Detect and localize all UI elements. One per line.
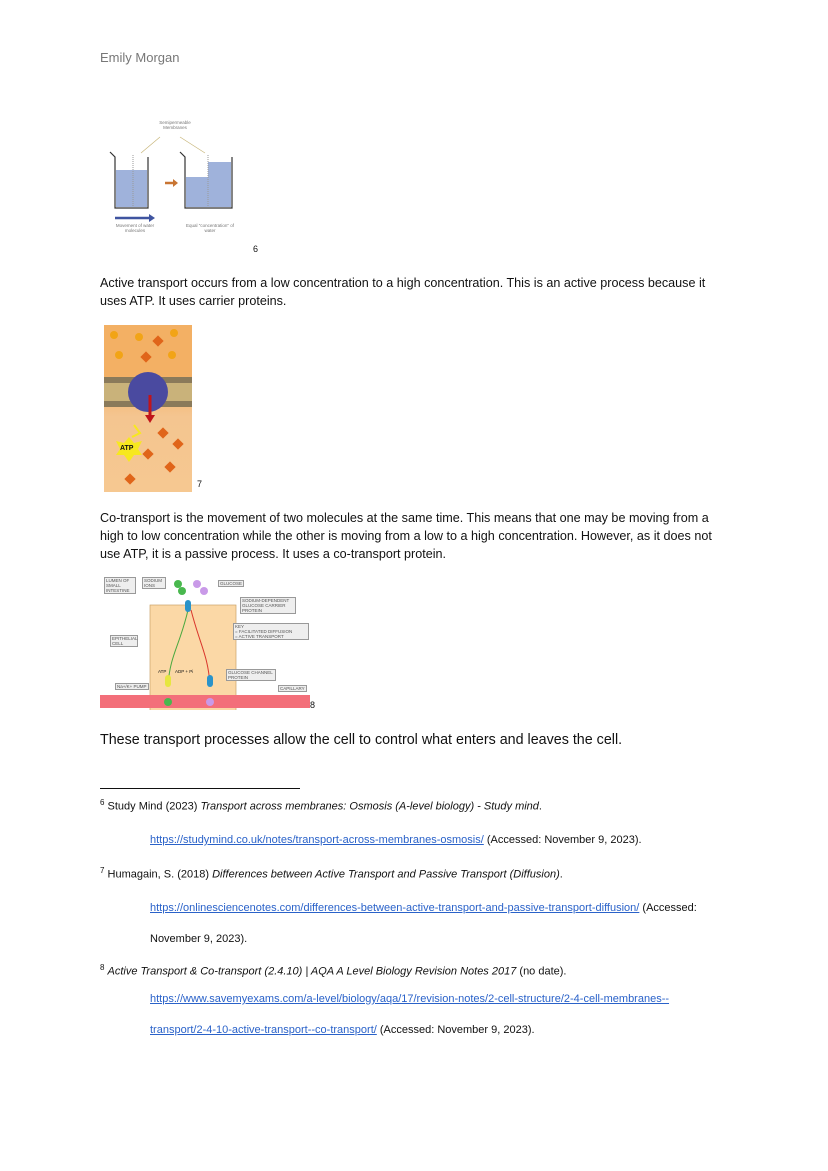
paragraph-co-transport: Co-transport is the movement of two molecules at the same time. This means that one may be moving from a high to low concentration while the other is moving from a low to a high concentration. However, as it does not use ATP, it is a passive process. It uses a co-transport protein.	[100, 511, 712, 561]
label-epithelial: EPITHELIAL CELL	[112, 636, 138, 646]
footnote-7-link-line	[150, 902, 697, 914]
label-pump: Na+/K+ PUMP	[117, 684, 147, 689]
paragraph-conclusion: These transport processes allow the cell to control what enters and leaves the cell.	[100, 732, 623, 748]
paragraph-active-transport: Active transport occurs from a low concentration to a high concentration. This is an active process because it uses ATP. It uses carrier proteins.	[100, 276, 706, 308]
footnote-8-link-line-2	[150, 1024, 535, 1036]
footnote-title: Differences between Active Transport and Passive Transport (Diffusion)	[212, 868, 560, 881]
figure-ref-6: 6	[253, 244, 259, 254]
figure-ref-7: 7	[197, 479, 203, 489]
footnote-post: .	[559, 868, 563, 881]
footnote-6-link[interactable]: https://studymind.co.uk/notes/transport-across-membranes-osmosis/	[150, 834, 484, 846]
footnote-7-accessed-date: November 9, 2023).	[150, 933, 248, 945]
label-atp: ATP	[158, 669, 167, 674]
header-author: Emily Morgan	[100, 50, 180, 65]
footnote-6-link-line	[150, 834, 642, 846]
label-lumen: LUMEN OF SMALL INTESTINE	[104, 577, 136, 594]
footnote-post: .	[538, 800, 542, 813]
label-equal: Equal "concentration" of water	[186, 223, 234, 233]
label-channel: GLUCOSE CHANNEL PROTEIN	[226, 669, 276, 681]
label-sodium: SODIUM IONS	[142, 577, 166, 589]
footnote-title: Transport across membranes: Osmosis (A-level biology) - Study mind	[200, 800, 539, 813]
active-transport-diagram	[104, 325, 192, 492]
label-adp: ADP + Pi	[175, 669, 194, 674]
key-facilitated: = FACILITATED DIFFUSION	[235, 629, 293, 634]
footnote-accessed: (Accessed:	[642, 902, 697, 914]
footnote-8-link-line	[150, 993, 669, 1005]
footnote-author: Study Mind (2023)	[107, 800, 201, 813]
footnote-title: Active Transport & Co-transport (2.4.10) | AQA A Level Biology Revision Notes 2017	[107, 965, 517, 978]
footnote-accessed: (Accessed: November 9, 2023).	[486, 834, 642, 846]
label-movement: Movement of water molecules	[115, 223, 155, 233]
active-transport-figure	[104, 325, 192, 492]
co-transport-figure	[100, 575, 310, 710]
footnote-author: Humagain, S. (2018)	[107, 868, 213, 881]
footnote-7-link[interactable]: https://onlinesciencenotes.com/differences-between-active-transport-and-passive-transport-diffusion/	[150, 902, 640, 914]
key-title: KEY	[235, 624, 245, 629]
label-capillary: CAPILLARY	[280, 686, 305, 691]
footnote-6	[100, 798, 542, 813]
atp-label: ATP	[120, 445, 134, 452]
figure-ref-8: 8	[310, 700, 316, 710]
label-glucose: GLUCOSE	[220, 581, 243, 586]
footnote-8	[100, 963, 566, 978]
footnote-8-link[interactable]: https://www.savemyexams.com/a-level/biology/aqa/17/revision-notes/2-cell-structure/2-4-cell-membranes--	[150, 993, 670, 1005]
footnote-accessed: (Accessed: November 9, 2023).	[379, 1024, 535, 1036]
footnote-number: 8	[100, 963, 105, 972]
label-semipermeable: Semipermeable Membranes	[159, 120, 191, 130]
footnote-post: (no date).	[516, 965, 567, 978]
footnote-number: 6	[100, 798, 105, 807]
footnote-7	[100, 866, 563, 881]
label-carrier: SODIUM-DEPENDENT GLUCOSE CARRIER PROTEIN	[240, 597, 296, 614]
osmosis-figure	[105, 115, 245, 250]
footnote-separator	[100, 788, 300, 789]
footnote-8-link-cont[interactable]: transport/2-4-10-active-transport--co-transport/	[150, 1024, 377, 1036]
footnote-number: 7	[100, 866, 105, 875]
key-box	[233, 623, 309, 640]
key-active: = ACTIVE TRANSPORT	[235, 634, 284, 639]
